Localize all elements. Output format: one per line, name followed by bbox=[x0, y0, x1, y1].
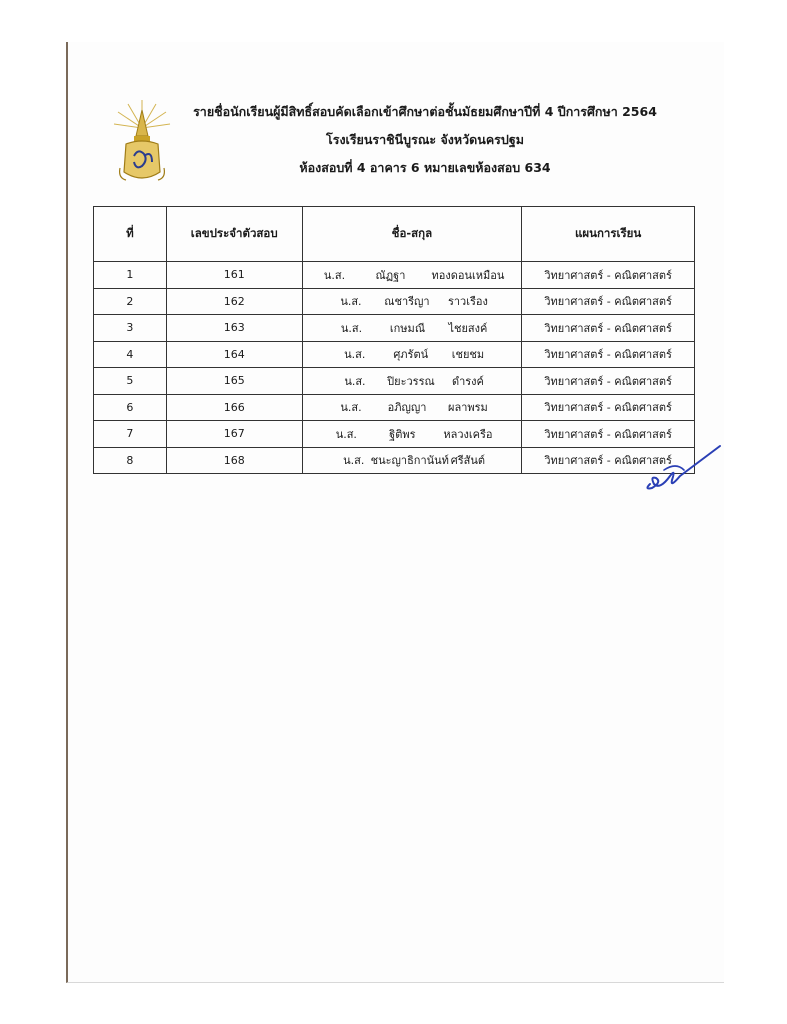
first-name: ณชารีญา bbox=[384, 295, 430, 309]
document-title: รายชื่อนักเรียนผู้มีสิทธิ์สอบคัดเลือกเข้าศึกษาต่อชั้นมัธยมศึกษาปีที่ 4 ปีการศึกษา 2564 bbox=[193, 104, 657, 119]
cell-program: วิทยาศาสตร์ - คณิตศาสตร์ bbox=[522, 394, 695, 421]
name-title: น.ส. bbox=[343, 454, 365, 468]
cell-no: 1 bbox=[94, 262, 167, 289]
cell-no: 4 bbox=[94, 341, 167, 368]
cell-program: วิทยาศาสตร์ - คณิตศาสตร์ bbox=[522, 421, 695, 448]
cell-name bbox=[302, 394, 522, 421]
name-title: น.ส. bbox=[344, 348, 366, 362]
last-name: ทองดอนเหมือน bbox=[431, 268, 505, 282]
last-name: ผลาพรม bbox=[448, 401, 488, 415]
cell-no: 8 bbox=[94, 447, 167, 474]
table-row bbox=[94, 447, 695, 474]
cell-name bbox=[302, 368, 522, 395]
first-name: ฐิติพร bbox=[389, 427, 416, 441]
cell-exam-id: 165 bbox=[166, 368, 302, 395]
col-header-no: ที่ bbox=[94, 207, 167, 262]
cell-no: 3 bbox=[94, 315, 167, 342]
school-emblem-icon bbox=[112, 98, 172, 186]
table-row bbox=[94, 262, 695, 289]
cell-name bbox=[302, 315, 522, 342]
exam-room-info: ห้องสอบที่ 4 อาคาร 6 หมายเลขห้องสอบ 634 bbox=[299, 160, 551, 175]
table-row bbox=[94, 394, 695, 421]
last-name: ดำรงค์ bbox=[451, 374, 484, 388]
cell-name bbox=[302, 262, 522, 289]
name-title: น.ส. bbox=[340, 321, 363, 335]
name-title: น.ส. bbox=[335, 427, 357, 441]
first-name: อภิญญา bbox=[387, 401, 427, 415]
cell-no: 7 bbox=[94, 421, 167, 448]
cell-program: วิทยาศาสตร์ - คณิตศาสตร์ bbox=[522, 262, 695, 289]
student-table bbox=[93, 206, 695, 474]
col-header-program: แผนการเรียน bbox=[522, 207, 695, 262]
cell-exam-id: 163 bbox=[166, 315, 302, 342]
last-name: เชยชม bbox=[451, 348, 485, 362]
last-name: ไชยสงค์ bbox=[448, 321, 488, 335]
name-title: น.ส. bbox=[323, 268, 346, 282]
school-name: โรงเรียนราชินีบูรณะ จังหวัดนครปฐม bbox=[326, 132, 524, 147]
cell-name bbox=[302, 341, 522, 368]
cell-no: 5 bbox=[94, 368, 167, 395]
table-row bbox=[94, 421, 695, 448]
col-header-exam-id: เลขประจำตัวสอบ bbox=[166, 207, 302, 262]
table-header-row bbox=[94, 207, 695, 262]
last-name: ศรีสันต์ bbox=[450, 454, 486, 468]
cell-program: วิทยาศาสตร์ - คณิตศาสตร์ bbox=[522, 341, 695, 368]
cell-no: 6 bbox=[94, 394, 167, 421]
cell-name bbox=[302, 447, 522, 474]
handwritten-signature bbox=[642, 440, 724, 492]
last-name: หลวงเครือ bbox=[443, 427, 493, 441]
first-name: ณัฏฐา bbox=[375, 268, 406, 282]
cell-name bbox=[302, 421, 522, 448]
cell-no: 2 bbox=[94, 288, 167, 315]
first-name: เกษมณี bbox=[389, 321, 426, 335]
name-title: น.ส. bbox=[340, 401, 362, 415]
first-name: ปิยะวรรณ bbox=[387, 374, 435, 388]
cell-program: วิทยาศาสตร์ - คณิตศาสตร์ bbox=[522, 315, 695, 342]
first-name: ศุภรัตน์ bbox=[393, 348, 429, 362]
cell-name bbox=[302, 288, 522, 315]
cell-exam-id: 164 bbox=[166, 341, 302, 368]
last-name: ราวเรือง bbox=[447, 295, 488, 309]
cell-program: วิทยาศาสตร์ - คณิตศาสตร์ bbox=[522, 368, 695, 395]
cell-exam-id: 162 bbox=[166, 288, 302, 315]
cell-program: วิทยาศาสตร์ - คณิตศาสตร์ bbox=[522, 288, 695, 315]
cell-exam-id: 168 bbox=[166, 447, 302, 474]
col-header-name: ชื่อ-สกุล bbox=[302, 207, 522, 262]
first-name: ชนะญาธิกานันท์ bbox=[370, 454, 449, 468]
cell-exam-id: 166 bbox=[166, 394, 302, 421]
cell-program: วิทยาศาสตร์ - คณิตศาสตร์ bbox=[522, 447, 695, 474]
cell-exam-id: 161 bbox=[166, 262, 302, 289]
table-row bbox=[94, 315, 695, 342]
table-row bbox=[94, 288, 695, 315]
table-row bbox=[94, 341, 695, 368]
name-title: น.ส. bbox=[344, 374, 366, 388]
name-title: น.ส. bbox=[340, 295, 362, 309]
table-row bbox=[94, 368, 695, 395]
cell-exam-id: 167 bbox=[166, 421, 302, 448]
